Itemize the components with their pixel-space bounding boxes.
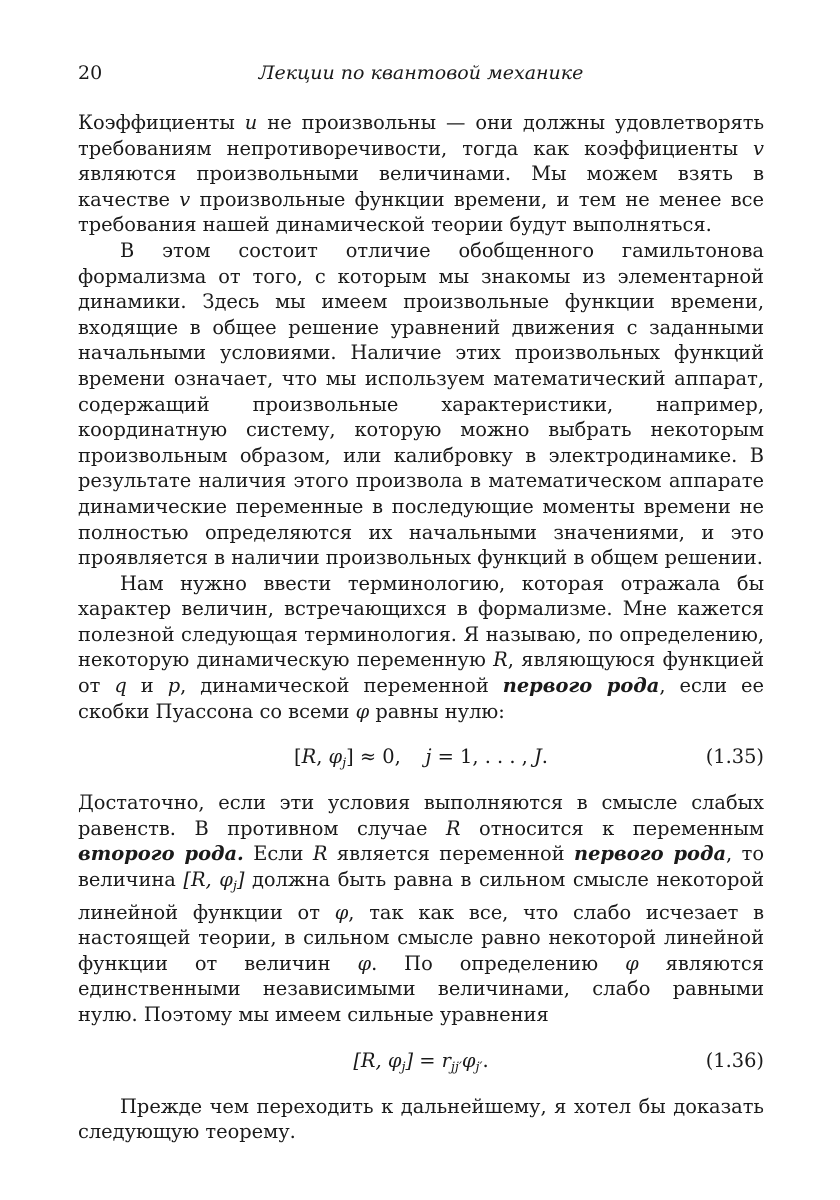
eq-part: ] ≈ 0, — [346, 745, 401, 769]
math-p: p — [167, 674, 181, 698]
subscript: j — [401, 1059, 406, 1075]
text-run: , так как все, что слабо исчезает в настоящей теории, в сильном смысле равно некоторой линейной функции от величин — [78, 900, 764, 975]
math-phi: φ — [334, 900, 349, 924]
math-R: R — [445, 816, 461, 840]
text-run: относится к переменным — [460, 816, 764, 840]
eq-part: ] = r — [405, 1048, 451, 1072]
math-R: R — [301, 745, 317, 769]
subscript: j′ — [475, 1059, 483, 1075]
eq-part: [R, φ — [353, 1048, 402, 1072]
equation-1-35 — [78, 744, 764, 770]
eq-part: . — [482, 1048, 489, 1072]
paragraph-1 — [78, 110, 764, 238]
math-phi: φ — [357, 951, 372, 975]
math-phi: φ — [328, 745, 343, 769]
math-v: v — [753, 136, 764, 160]
text-run: являются единственными независимыми величинами, слабо равными нулю. Поэтому мы имеем сильные уравнения — [78, 951, 764, 1026]
text-run: . По определению — [371, 951, 626, 975]
math-J: J — [534, 745, 542, 769]
subscript: j — [232, 879, 237, 895]
paragraph-2: В этом состоит отличие обобщенного гамильтонова формализма от того, с которым мы знакомы из элементарной динамики. Здесь мы имеем произвольные функции времени, входящие в общее решение уравнений движения с заданными начальными условиями. Наличие этих произвольных функций времени означает, что мы используем математический аппарат, содержащий произвольные характеристики, например, координатную систему, которую можно выбрать некоторым произвольным образом, или калибровку в электродинамике. В результате наличия этого произвола в математическом аппарате динамические переменные в последующие моменты времени не полностью определяются их начальными значениями, и это проявляется в наличии произвольных функций в общем решении. — [78, 238, 764, 570]
emphasis: второго рода. — [78, 842, 244, 866]
running-title: Лекции по квантовой механике — [258, 62, 584, 84]
text-run: и — [126, 674, 168, 698]
equation-number: (1.36) — [705, 1048, 764, 1072]
text-run: является переменной — [327, 842, 574, 866]
math-v: v — [179, 187, 191, 211]
page — [78, 62, 764, 1145]
text-run: являются произвольными величинами. Мы можем взять в качестве — [78, 162, 764, 211]
equation-body — [78, 744, 764, 777]
text-run: , динамической переменной — [180, 674, 503, 698]
text-run: Нам нужно ввести терминологию, которая отражала бы характер величин, встречающихся в формализме. Мне кажется полезной следующая терминология. Я называю, по определению, некоторую динамическую переменную — [78, 571, 764, 672]
text-run: Достаточно, если эти условия выполняются в смысле слабых равенств. В противном случае — [78, 791, 764, 840]
text-run: должна быть равна в сильном смысле некоторой линейной функции от — [78, 868, 764, 924]
paragraph-5: Прежде чем переходить к дальнейшему, я хотел бы доказать следующую теорему. — [78, 1094, 764, 1144]
text-run: равны нулю: — [369, 699, 505, 723]
math-phi: φ — [461, 1048, 476, 1072]
paragraph-4 — [78, 790, 764, 1027]
equation-body — [78, 1048, 764, 1081]
eq-part: = 1, . . . , — [431, 745, 535, 769]
text-run: произвольные функции времени, и тем не менее все требования нашей динамической теории будут выполняться. — [78, 187, 764, 237]
emphasis: первого рода — [502, 674, 660, 698]
paragraph-3 — [78, 571, 764, 725]
text-run: не произвольны — они должны удовлетворять требованиям непротиворечивости, тогда как коэффициенты — [78, 111, 765, 160]
math-phi: φ — [625, 951, 639, 975]
emphasis: первого рода — [574, 842, 727, 866]
math-j: j — [425, 745, 432, 769]
page-number: 20 — [78, 62, 103, 84]
text-run: Если — [243, 842, 313, 866]
eq-part: , — [316, 745, 329, 769]
subscript: j — [342, 756, 347, 772]
math-R: R — [312, 842, 328, 866]
subscript: jj′ — [450, 1059, 462, 1075]
math-u: u — [244, 111, 258, 134]
eq-part: . — [541, 745, 548, 769]
eq-part: [ — [294, 745, 302, 769]
text-run: , если ее скобки Пуассона со всеми — [78, 674, 764, 723]
text-run: Коэффициенты — [78, 111, 245, 134]
body-text — [78, 110, 764, 1145]
equation-1-36 — [78, 1048, 764, 1074]
math-q: q — [114, 674, 127, 698]
running-head — [78, 62, 764, 92]
text-run: , являющуюся функцией от — [78, 648, 764, 698]
math-bracket: [R, φ — [183, 868, 233, 892]
eq-gap — [401, 745, 426, 768]
equation-number: (1.35) — [705, 745, 764, 769]
math-R: R — [493, 648, 508, 672]
text-run: , то величина — [78, 842, 765, 892]
math-bracket: ] — [236, 868, 245, 892]
math-phi: φ — [355, 699, 370, 723]
